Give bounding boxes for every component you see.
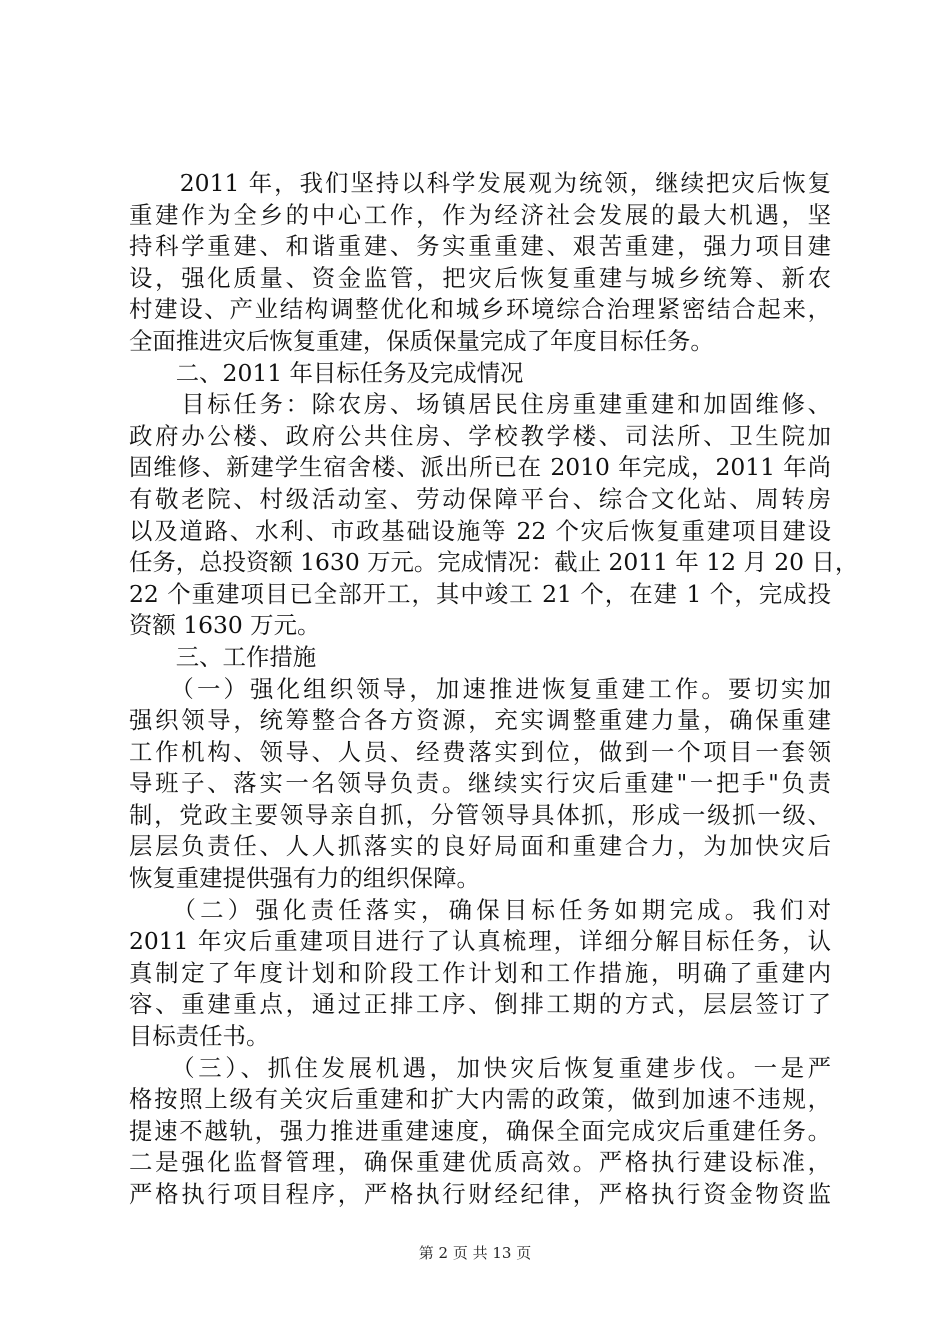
text-line: 提速不越轨，强力推进重建速度，确保全面完成灾后重建任务。 [129, 1116, 831, 1145]
text-line: 以及道路、水利、市政基础设施等 22 个灾后恢复重建项目建设 [129, 516, 831, 545]
text-line: 村建设、产业结构调整优化和城乡环境综合治理紧密结合起来， [129, 295, 831, 324]
text-line: （二）强化责任落实，确保目标任务如期完成。我们对 [129, 895, 831, 924]
text-line: 制，党政主要领导亲自抓，分管领导具体抓，形成一级抓一级、 [129, 800, 831, 829]
text-line: 有敬老院、村级活动室、劳动保障平台、综合文化站、周转房 [129, 484, 831, 513]
text-line: 导班子、落实一名领导负责。继续实行灾后重建"一把手"负责 [129, 769, 831, 798]
text-line: 全面推进灾后恢复重建，保质保量完成了年度目标任务。 [129, 326, 714, 355]
text-line: 真制定了年度计划和阶段工作计划和工作措施，明确了重建内 [129, 958, 831, 987]
text-line: 固维修、新建学生宿舍楼、派出所已在 2010 年完成，2011 年尚 [129, 453, 831, 482]
text-line: 重建作为全乡的中心工作，作为经济社会发展的最大机遇，坚 [129, 200, 831, 229]
text-line: 严格执行项目程序，严格执行财经纪律，严格执行资金物资监 [129, 1180, 831, 1208]
text-line: 三、工作措施 [129, 642, 317, 671]
text-line: 设，强化质量、资金监管，把灾后恢复重建与城乡统筹、新农 [129, 263, 831, 292]
text-line: 政府办公楼、政府公共住房、学校教学楼、司法所、卫生院加 [129, 421, 831, 450]
text-line: 2011 年灾后重建项目进行了认真梳理，详细分解目标任务，认 [129, 927, 831, 956]
text-line: 资额 1630 万元。 [129, 611, 321, 640]
page-footer: 第 2 页 共 13 页 [418, 1244, 532, 1262]
text-line: 容、重建重点，通过正排工序、倒排工期的方式，层层签订了 [129, 990, 831, 1019]
text-line: 格按照上级有关灾后重建和扩大内需的政策，做到加速不违规， [129, 1085, 831, 1114]
text-line: 层层负责任、人人抓落实的良好局面和重建合力，为加快灾后 [129, 832, 831, 861]
text-line: 目标责任书。 [129, 1022, 270, 1051]
text-line: （三）、抓住发展机遇，加快灾后恢复重建步伐。一是严 [129, 1053, 831, 1082]
text-line: 工作机构、领导、人员、经费落实到位，做到一个项目一套领 [129, 737, 831, 766]
text-line: 二、2011 年目标任务及完成情况 [129, 358, 524, 387]
text-line: （一）强化组织领导，加速推进恢复重建工作。要切实加 [129, 674, 831, 703]
text-line: 目标任务：除农房、场镇居民住房重建重建和加固维修、 [129, 390, 831, 419]
text-line: 2011 年，我们坚持以科学发展观为统领，继续把灾后恢复 [129, 169, 831, 197]
text-line: 强织领导，统筹整合各方资源，充实调整重建力量，确保重建 [129, 706, 831, 735]
document-body [129, 168, 859, 1211]
text-line: 恢复重建提供强有力的组织保障。 [129, 864, 480, 893]
text-line: 持科学重建、和谐重建、务实重重建、艰苦重建，强力项目建 [129, 232, 831, 261]
text-line: 任务，总投资额 1630 万元。完成情况：截止 2011 年 12 月 20 日， [129, 548, 859, 577]
text-line: 二是强化监督管理，确保重建优质高效。严格执行建设标准， [129, 1148, 831, 1177]
text-line: 22 个重建项目已全部开工，其中竣工 21 个，在建 1 个，完成投 [129, 579, 831, 608]
